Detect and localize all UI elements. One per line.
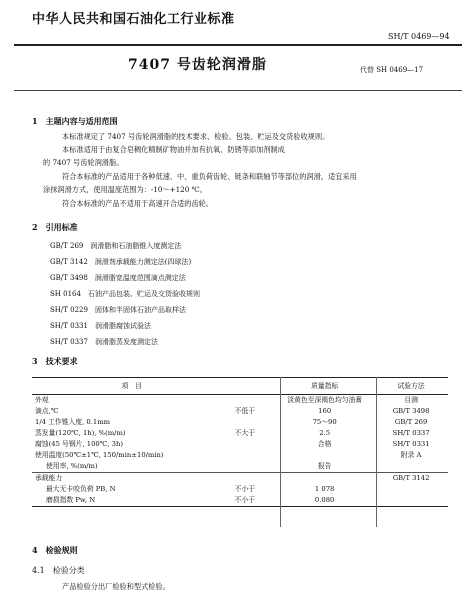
table-row xyxy=(32,484,448,495)
table-cell: 合格 xyxy=(317,440,332,448)
table-cell: 0.080 xyxy=(275,495,374,507)
section-1-paragraph: 本标准适用于由复合皂稠化精制矿物油并加有抗氧、防锈等添加剂制成 xyxy=(62,145,285,154)
table-cell: 蒸发量(120℃, 1h), %(m/m) xyxy=(35,429,126,437)
table-row xyxy=(32,450,448,461)
document-title: 7407 号齿轮润滑脂 xyxy=(128,57,267,73)
section-1-heading: 1 主题内容与适用范围 xyxy=(32,116,118,126)
table-cell: 1 078 xyxy=(314,485,335,493)
table-cell: 使用温度(50℃±1℃, 150/min±10/min) xyxy=(35,451,164,459)
reference-item: SH 0164 石油产品包装、贮运及交货验收规则 xyxy=(50,290,200,298)
table-cell: GB/T 3142 xyxy=(374,473,448,485)
table-header-cell: 试验方法 xyxy=(374,378,448,395)
section-3-heading: 3 技术要求 xyxy=(32,356,78,366)
table-header-cell: 项 目 xyxy=(32,378,232,395)
table-cell xyxy=(232,439,275,450)
section-1-paragraph: 的 7407 号齿轮润滑脂。 xyxy=(43,158,124,167)
table-cell: 滴点,℃ xyxy=(35,407,59,415)
table-cell: 使用率, %(m/m) xyxy=(46,462,98,470)
table-cell: 不大于 xyxy=(234,429,256,437)
table-cell: 160 xyxy=(318,407,332,415)
table-cell xyxy=(232,417,275,428)
table-row xyxy=(32,428,448,439)
table-cell: 外观 xyxy=(35,396,49,404)
section-1-paragraph: 符合本标准的产品不适用于高速开合适的齿轮。 xyxy=(62,199,213,208)
table-cell xyxy=(232,395,275,407)
table-cell xyxy=(232,450,275,461)
table-cell: 不小于 xyxy=(232,495,275,507)
title-rule xyxy=(14,90,462,91)
reference-item: SH/T 0229 固体和半固体石油产品取样法 xyxy=(50,306,186,314)
table-cell: 报告 xyxy=(317,462,332,470)
table-row xyxy=(32,473,448,485)
table-cell xyxy=(275,473,374,485)
table-cell: 淡黄色至深褐色均匀油膏 xyxy=(287,396,363,404)
table-cell: GB/T 269 xyxy=(394,418,428,426)
table-header-cell xyxy=(232,378,275,395)
table-cell xyxy=(275,450,374,461)
table-cell: 目测 xyxy=(404,396,418,404)
section-1-paragraph: 符合本标准的产品适用于各种低速、中、重负荷齿轮、链条和联轴节等部位的润滑，适宜采用 xyxy=(62,172,357,181)
table-cell: GB/T 3498 xyxy=(392,407,430,415)
table-cell xyxy=(374,495,448,507)
table-cell xyxy=(232,473,275,485)
replaces-note: 代替 SH 0469—17 xyxy=(360,66,424,74)
reference-item: GB/T 3498 润滑脂宽温度范围滴点测定法 xyxy=(50,274,186,282)
reference-item: SH/T 0331 润滑脂腐蚀试验法 xyxy=(50,322,151,330)
table-column-divider xyxy=(376,377,377,527)
table-cell xyxy=(374,484,448,495)
table-row xyxy=(32,406,448,417)
reference-item: SH/T 0337 润滑脂蒸发度测定法 xyxy=(50,338,158,346)
table-cell: 承载能力 xyxy=(32,473,232,485)
table-cell: 不小于 xyxy=(234,485,256,493)
section-4-paragraph: 产品检验分出厂检验和型式检验。 xyxy=(62,582,170,591)
table-cell: 最大无卡咬负荷 PB, N xyxy=(46,485,116,493)
table-cell xyxy=(232,461,275,473)
table-cell: SH/T 0337 xyxy=(392,429,430,437)
table-header-cell: 质量指标 xyxy=(275,378,374,395)
table-cell: 1/4 工作锥入度, 0.1mm xyxy=(35,418,111,426)
reference-item: GB/T 269 润滑脂和石油脂锥入度测定法 xyxy=(50,242,182,250)
table-row xyxy=(32,495,448,507)
section-2-heading: 2 引用标准 xyxy=(32,222,78,232)
section-4-heading: 4 检验规则 xyxy=(32,545,78,555)
table-row xyxy=(32,439,448,450)
standard-header: 中华人民共和国石油化工行业标准 xyxy=(32,12,235,27)
table-cell: 附录 A xyxy=(400,451,422,459)
table-column-divider xyxy=(280,377,281,527)
table-cell: SH/T 0331 xyxy=(392,440,430,448)
table-cell: 75～90 xyxy=(312,418,337,426)
table-row xyxy=(32,395,448,407)
standard-code: SH/T 0469—94 xyxy=(388,32,450,41)
table-header-row xyxy=(32,378,448,395)
table-cell xyxy=(374,461,448,473)
subsection-heading: 4.1 检验分类 xyxy=(32,566,85,575)
section-1-paragraph: 本标准规定了 7407 号齿轮润滑脂的技术要求、检验、包装、贮运及交货验收规则。 xyxy=(62,132,330,141)
table-cell: 腐蚀(45 号钢片, 100℃, 3h) xyxy=(35,440,124,448)
specification-table xyxy=(32,377,448,507)
section-1-paragraph: 涂抹润滑方式，使用温度范围为：-10～+120 ℃。 xyxy=(43,185,207,194)
table-row xyxy=(32,417,448,428)
table-row xyxy=(32,461,448,473)
header-rule xyxy=(14,44,462,46)
table-cell: 2.5 xyxy=(319,429,331,437)
reference-item: GB/T 3142 润滑剂承载能力测定法(四球法) xyxy=(50,258,192,266)
table-cell: 磨损指数 Pw, N xyxy=(32,495,232,507)
table-cell: 不低于 xyxy=(234,407,256,415)
